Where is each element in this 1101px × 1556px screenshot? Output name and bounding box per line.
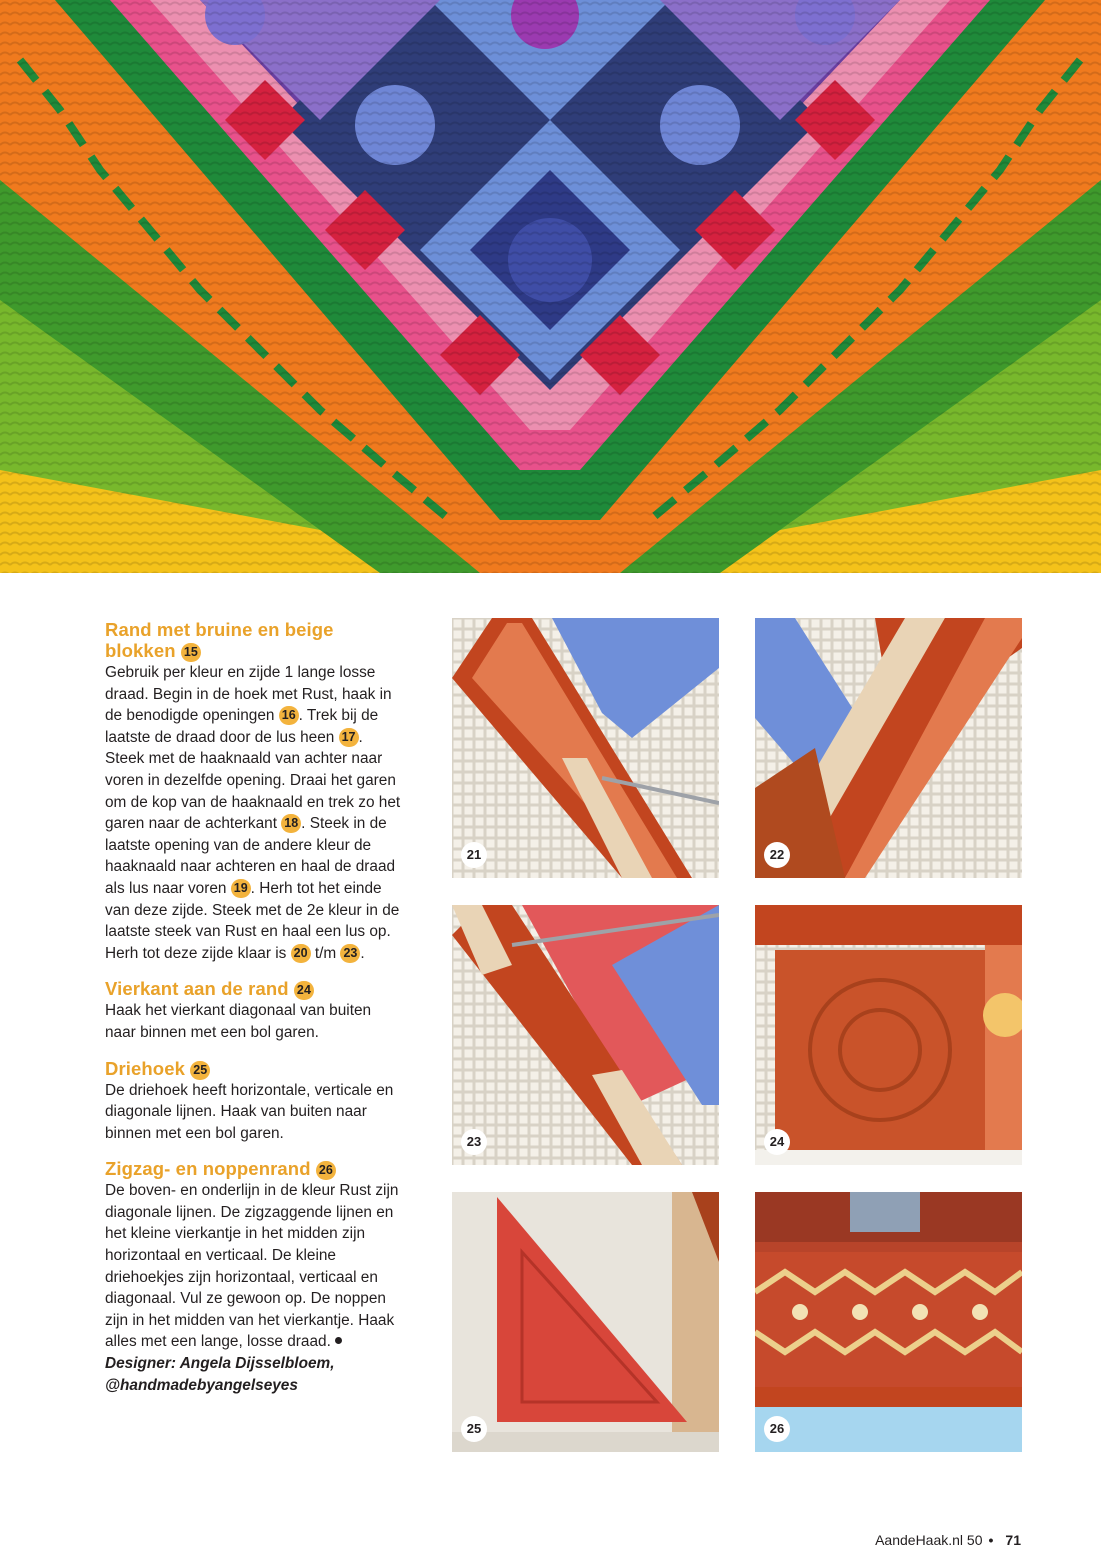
- step-badge: 16: [279, 706, 299, 725]
- end-mark-icon: [335, 1337, 342, 1344]
- page-footer: [875, 1532, 1021, 1548]
- section-body: Haak het vierkant diagonaal van buiten naar binnen met een bol garen.: [105, 1002, 372, 1041]
- photo-label: 22: [764, 842, 790, 868]
- section-heading: [105, 1158, 405, 1180]
- step-photo-24: [755, 905, 1022, 1165]
- section-vierkant: [105, 978, 405, 1043]
- article-text: [105, 619, 405, 1410]
- step-badge: 23: [340, 944, 360, 963]
- designer-handle: @handmadebyangelseyes: [105, 1376, 298, 1394]
- heading-text: Vierkant aan de rand: [105, 978, 289, 1000]
- section-driehoek: [105, 1058, 405, 1145]
- photo-26-illustration: [755, 1192, 1022, 1452]
- heading-text: Rand met bruine en beige blokken: [105, 619, 334, 661]
- designer-credit: [105, 1353, 405, 1396]
- step-badge: 17: [339, 728, 359, 747]
- photo-21-illustration: [452, 618, 719, 878]
- page-number: 71: [1005, 1532, 1021, 1548]
- magazine-name: AandeHaak.nl 50: [875, 1532, 983, 1548]
- step-badge: 19: [231, 879, 251, 898]
- section-zigzag: [105, 1158, 405, 1396]
- body-text: . Trek bij de laatste de draad door de lus heen: [105, 707, 379, 746]
- heading-text: Zigzag- en noppenrand: [105, 1158, 311, 1180]
- photo-label: 25: [461, 1416, 487, 1442]
- body-text: t/m: [310, 944, 341, 962]
- step-badge: 25: [190, 1061, 210, 1080]
- step-badge: 20: [291, 944, 311, 963]
- body-text: Gebruik per kleur en zijde 1 lange losse draad. Begin in de hoek met Rust, haak in de benodigde openingen: [105, 664, 392, 725]
- step-badge: 18: [281, 814, 301, 833]
- photo-label: 26: [764, 1416, 790, 1442]
- photo-22-illustration: [755, 618, 1022, 878]
- section-rand-bruine-beige: [105, 619, 405, 964]
- photo-label: 23: [461, 1129, 487, 1155]
- hero-needlework-illustration: [0, 0, 1101, 573]
- step-photo-23: [452, 905, 719, 1165]
- section-body: [105, 1180, 405, 1353]
- body-text: . Steek met de haaknaald van achter naar voren in dezelfde opening. Draai het garen om de kop van de haaknaald en trek zo het garen naar de achterkant: [105, 728, 401, 833]
- section-body: De driehoek heeft horizontale, verticale en diagonale lijnen. Haak van buiten naar binnen met een bol garen.: [105, 1081, 394, 1142]
- section-heading: [105, 619, 405, 662]
- body-text: . Steek in de laatste opening van de andere kleur de haaknaald naar achteren en haal de draad als lus naar voren: [105, 815, 396, 897]
- step-photo-25: [452, 1192, 719, 1452]
- photo-label: 24: [764, 1129, 790, 1155]
- footer-separator: •: [988, 1532, 994, 1548]
- step-photo-21: [452, 618, 719, 878]
- body-text: .: [360, 944, 365, 962]
- section-heading: [105, 978, 405, 1000]
- photo-23-illustration: [452, 905, 719, 1165]
- photo-24-illustration: [755, 905, 1022, 1165]
- designer-name: Designer: Angela Dijsselbloem,: [105, 1355, 335, 1373]
- step-badge: 24: [294, 981, 314, 1000]
- section-heading: [105, 1058, 405, 1080]
- photo-25-illustration: [452, 1192, 719, 1452]
- step-badge: 15: [181, 643, 201, 662]
- step-photo-26: [755, 1192, 1022, 1452]
- photo-label: 21: [461, 842, 487, 868]
- hero-photo: [0, 0, 1101, 573]
- heading-text: Driehoek: [105, 1057, 185, 1079]
- body-text: De boven- en onderlijn in de kleur Rust zijn diagonale lijnen. De zigzaggende lijnen en het kleine vierkantje in het midden zijn horizontaal en verticaal. De kleine driehoekjes zijn horizontaal, verticaal en diagonaal. Vul ze gewoon op. De noppen zijn in het midden van het vierkantje. Haak alles met een lange, losse draad.: [105, 1182, 399, 1351]
- section-body: [105, 662, 405, 964]
- body-text: . Herh tot het einde van deze zijde. Steek met de 2e kleur in de laatste steek van Rust en haal een lus op. Herh tot deze zijde klaar is: [105, 879, 400, 962]
- step-badge: 26: [316, 1161, 336, 1180]
- step-photo-22: [755, 618, 1022, 878]
